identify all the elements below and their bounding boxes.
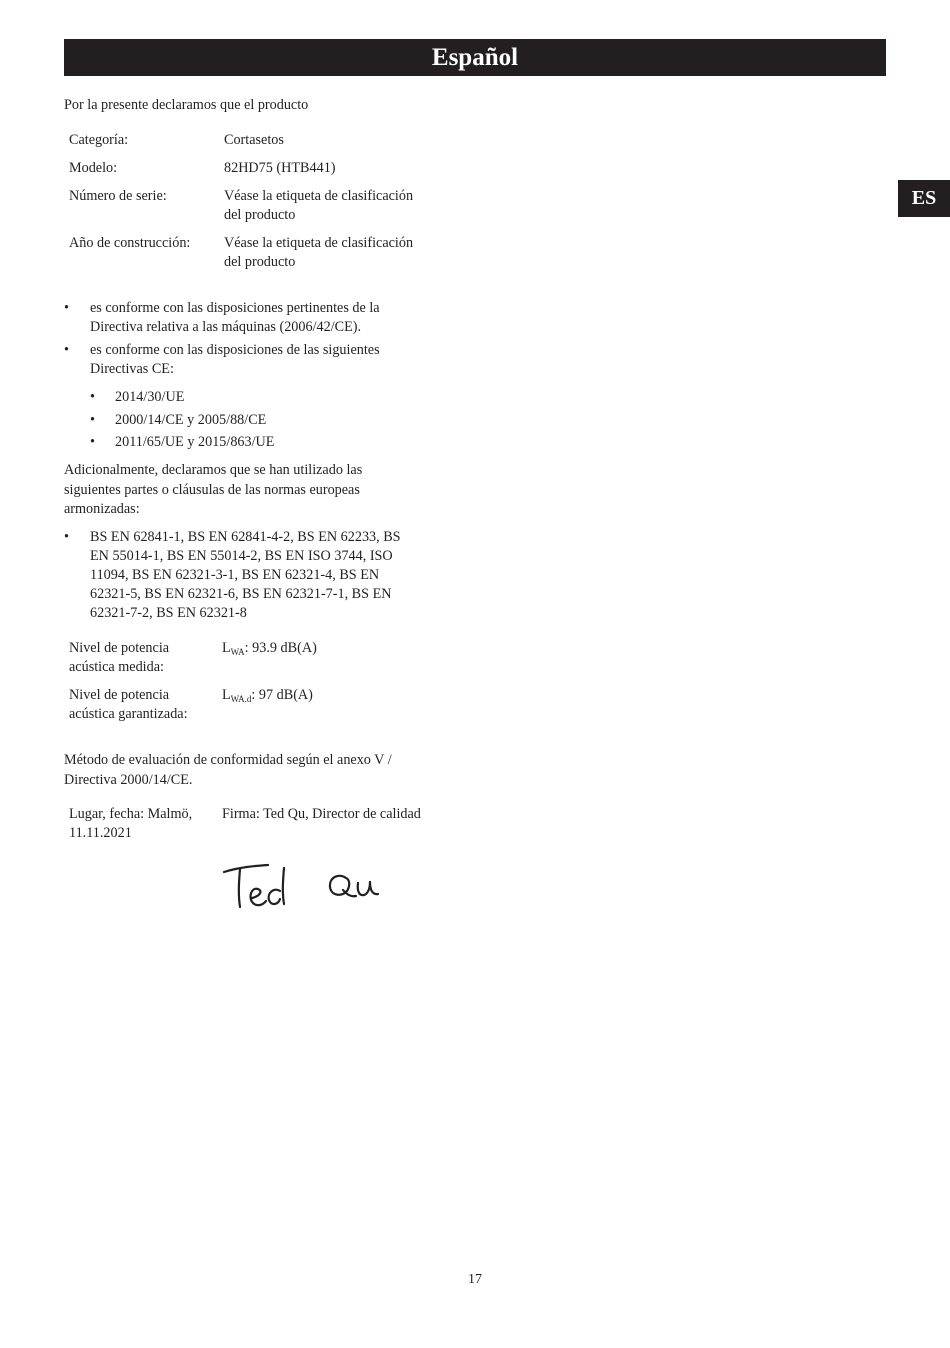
conformity-item-1-line1: es conforme con las disposiciones pertinentes de la — [90, 300, 380, 316]
product-value-serial-line2: del producto — [224, 207, 296, 223]
method-line2: Directiva 2000/14/CE. — [64, 771, 193, 788]
standards-intro-line1: Adicionalmente, declaramos que se han utilizado las — [64, 462, 363, 478]
noise-guaranteed-label-line1: Nivel de potencia — [69, 687, 170, 703]
page-number: 17 — [468, 1272, 482, 1287]
noise-symbol-subscript: WA — [230, 647, 245, 657]
directive-item: 2011/65/UE y 2015/863/UE — [115, 434, 275, 450]
product-label-serial: Número de serie: — [69, 188, 167, 204]
standards-intro-line2: siguientes partes o cláusulas de las normas europeas — [64, 481, 360, 498]
standards-list — [90, 528, 450, 623]
method-text — [64, 751, 464, 790]
place-date-line2: 11.11.2021 — [69, 825, 132, 841]
product-value-year-line1: Véase la etiqueta de clasificación — [224, 235, 414, 251]
bullet-icon: • — [64, 342, 69, 358]
language-tab: ES — [898, 180, 950, 217]
standards-intro — [64, 461, 444, 520]
standards-line: EN 55014-1, BS EN 55014-2, BS EN ISO 3744, ISO — [90, 548, 393, 564]
intro-text: Por la presente declaramos que el producto — [64, 97, 309, 113]
standards-line: 62321-7-2, BS EN 62321-8 — [90, 605, 247, 621]
standards-line: 62321-5, BS EN 62321-6, BS EN 62321-7-1, BS EN — [90, 586, 392, 602]
noise-symbol-subscript: WA.d — [230, 694, 252, 704]
conformity-item-2-line2: Directivas CE: — [90, 361, 174, 377]
directive-item: 2014/30/UE — [115, 389, 185, 405]
product-label-model: Modelo: — [69, 160, 118, 176]
bullet-icon: • — [90, 389, 95, 405]
place-date — [69, 805, 192, 843]
bullet-icon: • — [64, 300, 69, 316]
noise-guaranteed-label-line2: acústica garantizada: — [69, 706, 188, 722]
noise-guaranteed-number: : 97 dB(A) — [251, 687, 313, 703]
noise-measured-label-line1: Nivel de potencia — [69, 640, 170, 656]
noise-guaranteed-label — [69, 686, 188, 724]
bullet-icon: • — [90, 434, 95, 450]
standards-intro-line3: armonizadas: — [64, 501, 140, 517]
noise-symbol: L — [222, 687, 231, 703]
noise-guaranteed-value — [222, 686, 313, 709]
product-value-year-line2: del producto — [224, 254, 296, 270]
place-date-line1: Lugar, fecha: Malmö, — [69, 806, 193, 822]
product-label-category: Categoría: — [69, 132, 129, 148]
product-value-serial-line1: Véase la etiqueta de clasificación — [224, 188, 414, 204]
product-value-category: Cortasetos — [224, 132, 284, 148]
product-label-year: Año de construcción: — [69, 235, 191, 251]
page-title: Español — [64, 39, 886, 76]
signature-label: Firma: Ted Qu, Director de calidad — [222, 806, 421, 822]
conformity-item-2 — [90, 341, 450, 379]
directive-item: 2000/14/CE y 2005/88/CE — [115, 412, 267, 428]
standards-line: 11094, BS EN 62321-3-1, BS EN 62321-4, BS EN — [90, 567, 380, 583]
bullet-icon: • — [64, 529, 69, 545]
noise-measured-number: : 93.9 dB(A) — [244, 640, 317, 656]
noise-measured-value — [222, 639, 317, 662]
product-value-model: 82HD75 (HTB441) — [224, 160, 336, 176]
noise-symbol: L — [222, 640, 231, 656]
conformity-item-2-line1: es conforme con las disposiciones de las siguientes — [90, 342, 380, 358]
standards-line: BS EN 62841-1, BS EN 62841-4-2, BS EN 62233, BS — [90, 529, 401, 545]
conformity-item-1-line2: Directiva relativa a las máquinas (2006/42/CE). — [90, 319, 362, 335]
conformity-item-1 — [90, 299, 450, 337]
signature-image — [218, 856, 398, 916]
bullet-icon: • — [90, 412, 95, 428]
noise-measured-label-line2: acústica medida: — [69, 659, 164, 675]
noise-measured-label — [69, 639, 169, 677]
method-line1: Método de evaluación de conformidad según el anexo V / — [64, 752, 392, 768]
